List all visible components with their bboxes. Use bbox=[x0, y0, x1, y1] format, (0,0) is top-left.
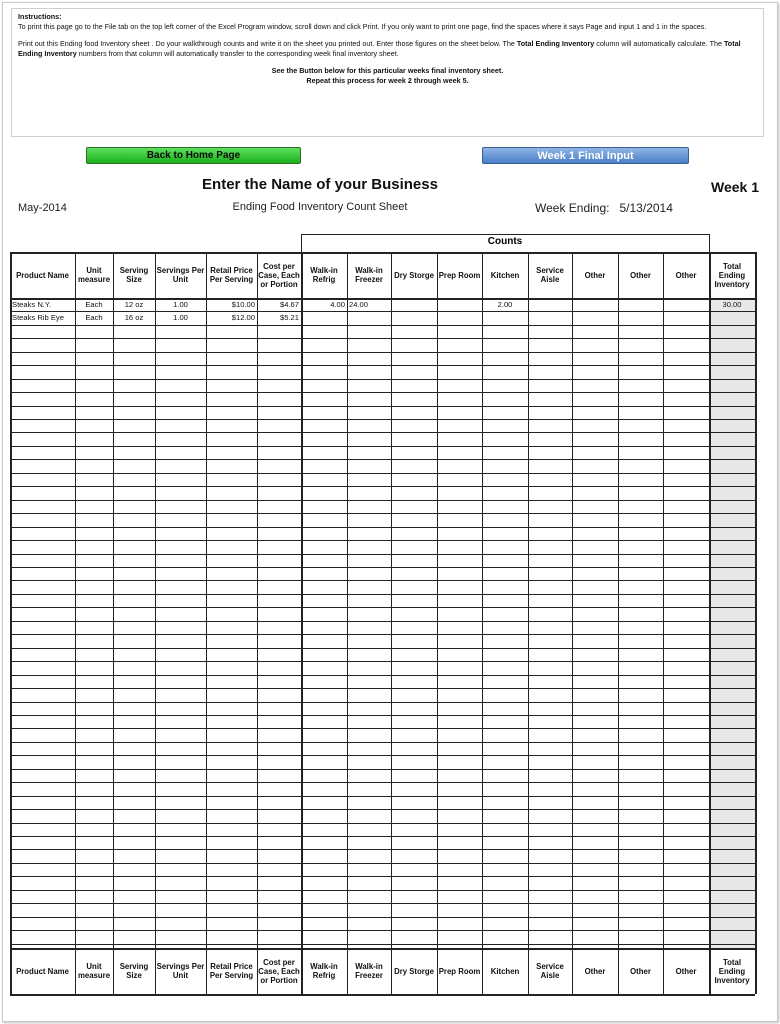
row-divider bbox=[10, 769, 755, 770]
row-divider bbox=[10, 352, 755, 353]
header-col-12: Other bbox=[584, 270, 606, 280]
footer-header-col-10: Kitchen bbox=[490, 966, 520, 976]
table-cell[interactable]: $5.21 bbox=[279, 313, 299, 323]
column-divider bbox=[206, 252, 207, 994]
week-final-input-button[interactable]: Week 1 Final Input bbox=[482, 147, 689, 164]
footer-header-bottom-border bbox=[10, 994, 755, 996]
footer-header-col-12: Other bbox=[584, 966, 606, 976]
row-divider bbox=[10, 755, 755, 756]
counts-group-top-border bbox=[301, 234, 709, 235]
table-cell[interactable]: 12 oz bbox=[124, 300, 144, 309]
row-divider bbox=[10, 702, 755, 703]
row-divider bbox=[10, 648, 755, 649]
row-divider bbox=[10, 500, 755, 501]
column-divider bbox=[482, 252, 483, 994]
footer-header-col-0: Product Name bbox=[16, 966, 69, 976]
row-divider bbox=[10, 554, 755, 555]
row-divider bbox=[10, 379, 755, 380]
footer-header-col-15: Total Ending Inventory bbox=[714, 957, 750, 985]
week-label: Week 1 bbox=[711, 179, 759, 195]
header-col-7: Walk-in Freezer bbox=[355, 266, 383, 284]
row-divider bbox=[10, 675, 755, 676]
header-col-3: Servings Per Unit bbox=[156, 266, 205, 284]
footer-header-col-3: Servings Per Unit bbox=[156, 962, 205, 980]
row-divider bbox=[10, 446, 755, 447]
row-divider bbox=[10, 365, 755, 366]
row-divider bbox=[10, 863, 755, 864]
instructions-line2: Print out this Ending food Inventory sheet . Do your walkthrough counts and write it on the sheet you printed out. Enter those figures on the sheet below. The Total Ending Inventory column will automatically calculate. The Total Ending Inventory numbers from that column will automatically transfer to the corresponding week final inventory sheet. bbox=[18, 39, 741, 58]
column-divider bbox=[528, 252, 529, 994]
instructions-line1: To print this page go to the File tab on the top left corner of the Excel Program window, scroll down and click Print. If you only want to print one page, find the spaces where it says Page and input 1 and 1 in the spaces. bbox=[18, 22, 707, 31]
row-divider bbox=[10, 540, 755, 541]
column-divider bbox=[10, 252, 12, 994]
table-cell[interactable]: $4.67 bbox=[279, 300, 299, 309]
column-divider bbox=[618, 252, 619, 994]
row-divider bbox=[10, 580, 755, 581]
row-divider bbox=[10, 527, 755, 528]
month-label: May-2014 bbox=[18, 202, 67, 214]
row-divider bbox=[10, 903, 755, 904]
row-divider bbox=[10, 621, 755, 622]
row-divider bbox=[10, 890, 755, 891]
footer-header-col-11: Service Aisle bbox=[536, 962, 564, 980]
row-divider bbox=[10, 513, 755, 514]
table-cell[interactable]: 1.00 bbox=[173, 300, 188, 309]
row-divider bbox=[10, 796, 755, 797]
row-divider bbox=[10, 715, 755, 716]
row-divider bbox=[10, 392, 755, 393]
instructions-box bbox=[11, 8, 764, 137]
instructions-line3: See the Button below for this particular weeks final inventory sheet. bbox=[271, 66, 504, 75]
row-divider bbox=[10, 930, 755, 931]
header-col-9: Prep Room bbox=[438, 270, 481, 280]
table-cell[interactable]: 1.00 bbox=[173, 313, 188, 323]
footer-header-col-1: Unit measure bbox=[77, 962, 111, 980]
row-divider bbox=[10, 688, 755, 689]
table-cell[interactable]: 24.00 bbox=[349, 300, 369, 309]
row-divider bbox=[10, 486, 755, 487]
row-divider bbox=[10, 459, 755, 460]
back-to-home-button[interactable]: Back to Home Page bbox=[86, 147, 301, 164]
footer-header-col-13: Other bbox=[630, 966, 651, 976]
row-divider bbox=[10, 634, 755, 635]
header-col-5: Cost per Case, Each or Portion bbox=[258, 261, 300, 289]
column-divider bbox=[113, 252, 114, 994]
column-divider bbox=[75, 252, 76, 994]
column-divider bbox=[155, 252, 156, 994]
footer-header-col-8: Dry Storge bbox=[394, 966, 434, 976]
row-divider bbox=[10, 567, 755, 568]
header-col-6: Walk-in Refrig bbox=[310, 266, 338, 284]
header-col-11: Service Aisle bbox=[536, 266, 564, 284]
sheet-subtitle: Ending Food Inventory Count Sheet bbox=[232, 201, 408, 213]
header-col-2: Serving Size bbox=[119, 266, 149, 284]
table-cell[interactable]: Steaks Rib Eye bbox=[12, 313, 64, 323]
row-divider bbox=[10, 325, 755, 326]
footer-header-col-7: Walk-in Freezer bbox=[355, 962, 383, 980]
row-divider bbox=[10, 728, 755, 729]
column-divider bbox=[257, 252, 258, 994]
column-divider bbox=[437, 252, 438, 994]
header-col-4: Retail Price Per Serving bbox=[209, 266, 254, 284]
column-divider bbox=[572, 252, 573, 994]
table-cell[interactable]: 2.00 bbox=[497, 300, 513, 309]
row-divider bbox=[10, 661, 755, 662]
footer-header-col-4: Retail Price Per Serving bbox=[209, 962, 254, 980]
column-divider bbox=[709, 252, 711, 994]
row-divider bbox=[10, 338, 755, 339]
column-divider bbox=[301, 252, 303, 994]
row-divider bbox=[10, 419, 755, 420]
row-divider bbox=[10, 917, 755, 918]
counts-title: Counts bbox=[487, 236, 523, 247]
row-divider bbox=[10, 944, 755, 945]
table-cell[interactable]: 4.00 bbox=[330, 300, 345, 309]
week-ending-label: Week Ending: bbox=[535, 201, 610, 215]
row-divider bbox=[10, 836, 755, 837]
table-cell[interactable]: Each bbox=[85, 313, 103, 323]
counts-group-right-border bbox=[709, 234, 710, 252]
row-divider bbox=[10, 849, 755, 850]
column-divider bbox=[755, 252, 757, 994]
footer-header-col-5: Cost per Case, Each or Portion bbox=[258, 957, 300, 985]
row-divider bbox=[10, 823, 755, 824]
business-name[interactable]: Enter the Name of your Business bbox=[202, 176, 438, 193]
header-col-15: Total Ending Inventory bbox=[714, 261, 750, 289]
row-divider bbox=[10, 809, 755, 810]
footer-header-col-9: Prep Room bbox=[438, 966, 481, 976]
row-divider bbox=[10, 594, 755, 595]
column-divider bbox=[347, 252, 348, 994]
header-col-10: Kitchen bbox=[490, 270, 520, 280]
table-cell[interactable]: Steaks N.Y. bbox=[12, 300, 52, 309]
row-divider bbox=[10, 432, 755, 433]
footer-header-col-14: Other bbox=[675, 966, 697, 976]
total-column-shade bbox=[709, 298, 755, 948]
week-ending-value: 5/13/2014 bbox=[619, 201, 673, 215]
row-divider bbox=[10, 782, 755, 783]
footer-header-col-6: Walk-in Refrig bbox=[310, 962, 338, 980]
row-divider bbox=[10, 876, 755, 877]
header-col-14: Other bbox=[675, 270, 697, 280]
counts-group-left-border bbox=[301, 234, 302, 252]
row-divider bbox=[10, 742, 755, 743]
header-col-8: Dry Storge bbox=[394, 270, 434, 280]
column-divider bbox=[391, 252, 392, 994]
table-cell[interactable]: $10.00 bbox=[231, 300, 255, 309]
row-divider bbox=[10, 473, 755, 474]
week-ending bbox=[535, 201, 673, 215]
header-col-0: Product Name bbox=[16, 270, 69, 280]
instructions-line4: Repeat this process for week 2 through week 5. bbox=[306, 76, 469, 85]
table-cell[interactable]: 30.00 bbox=[722, 300, 742, 309]
column-divider bbox=[663, 252, 664, 994]
table-cell[interactable]: 16 oz bbox=[124, 313, 144, 323]
table-cell[interactable]: $12.00 bbox=[231, 313, 255, 323]
instructions-title: Instructions: bbox=[18, 12, 62, 21]
footer-header-col-2: Serving Size bbox=[119, 962, 149, 980]
table-cell[interactable]: Each bbox=[85, 300, 103, 309]
row-divider bbox=[10, 607, 755, 608]
header-col-13: Other bbox=[630, 270, 651, 280]
header-col-1: Unit measure bbox=[77, 266, 111, 284]
row-divider bbox=[10, 406, 755, 407]
